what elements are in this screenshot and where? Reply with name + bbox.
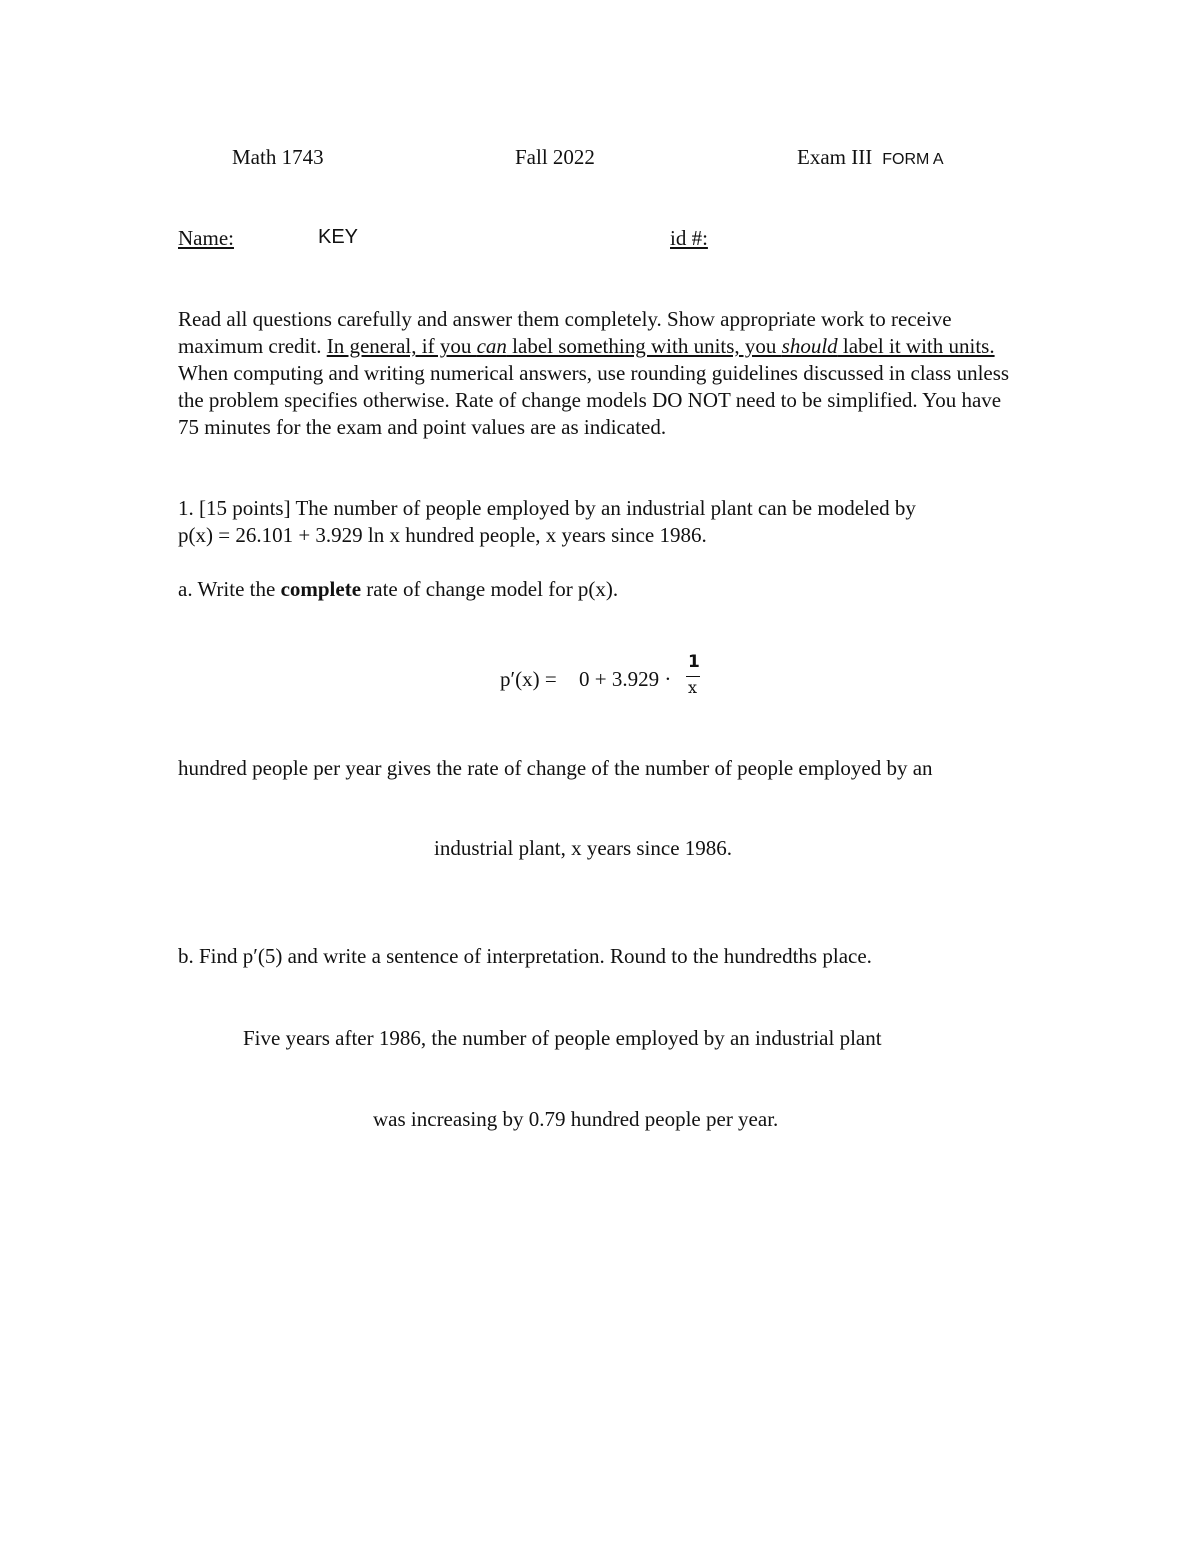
formula-denominator: x [688, 678, 698, 697]
answer-a-line-2: industrial plant, x years since 1986. [434, 836, 733, 860]
term-label: Fall 2022 [515, 145, 595, 169]
answer-b-line-2: was increasing by 0.79 hundred people per year. [373, 1107, 779, 1131]
units-guideline: In general, if you can label something with units, you should label it with units. [326, 334, 995, 358]
question-1-line-1: 1. [15 points] The number of people employed by an industrial plant can be modeled by [178, 496, 916, 520]
form-label: FORM A [882, 151, 944, 168]
exam-title [797, 145, 944, 170]
name-value: KEY [318, 226, 359, 248]
question-1-line-2: p(x) = 26.101 + 3.929 ln x hundred people, x years since 1986. [178, 523, 707, 547]
course-title: Math 1743 [232, 145, 324, 169]
formula-lhs: p′(x) = [500, 667, 557, 691]
instructions-text: Read all questions carefully and answer them completely. Show appropriate work to receive maximum credit. In general, if you can label something with units, you should label it with units. When computing and writing numerical answers, use rounding guidelines discussed in class unless the problem specifies otherwise. Rate of change models DO NOT need to be simplified. You have 75 minutes for the exam and point values are as indicated. [178, 307, 1010, 439]
fraction-bar [686, 676, 700, 677]
formula-rhs: 0 + 3.929 · [579, 667, 672, 691]
question-1-intro [178, 495, 1018, 549]
part-b-prompt: b. Find p′(5) and write a sentence of interpretation. Round to the hundredths place. [178, 944, 872, 968]
answer-b-line-1: Five years after 1986, the number of people employed by an industrial plant [243, 1026, 882, 1050]
formula-numerator: 1 [688, 652, 700, 672]
id-label: id #: [670, 226, 708, 250]
instructions-paragraph [178, 306, 1018, 441]
answer-a-line-1: hundred people per year gives the rate of change of the number of people employed by an [178, 756, 933, 780]
part-a-prompt: a. Write the complete rate of change model for p(x). [178, 577, 619, 601]
name-label: Name: [178, 226, 234, 250]
exam-number: Exam III [797, 145, 873, 169]
